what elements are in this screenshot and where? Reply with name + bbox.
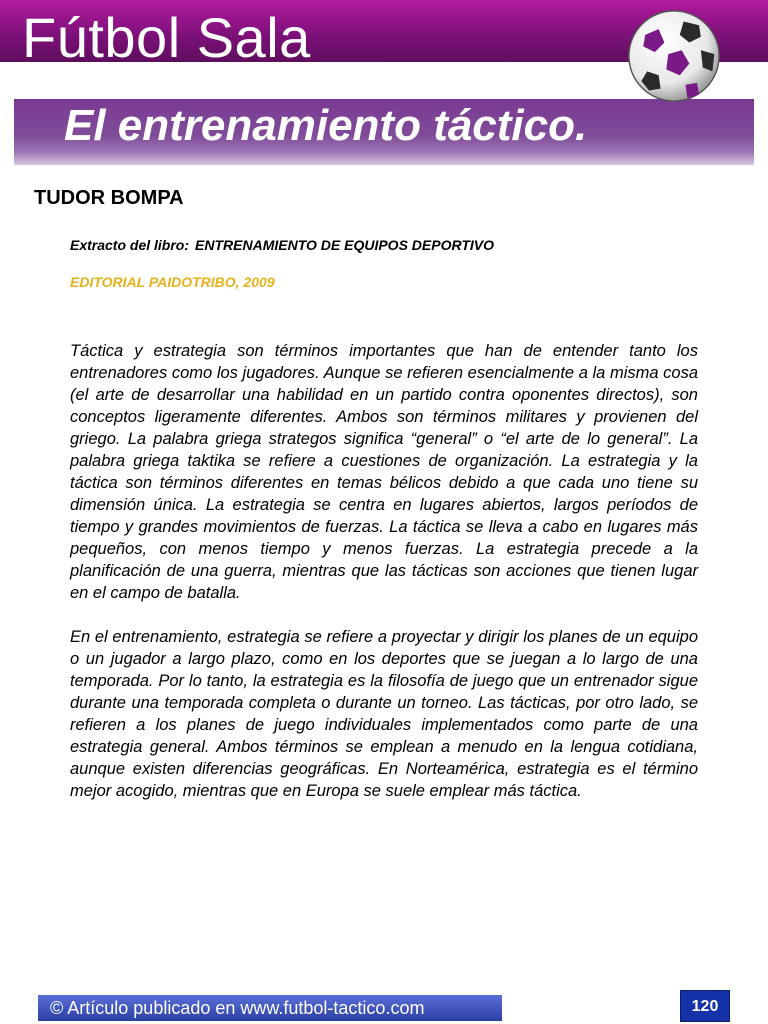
- title-bar: [14, 99, 754, 165]
- paragraph: Táctica y estrategia son términos importantes que han de entender tanto los entrenadores como los jugadores. Aunque se refieren esencialmente a la misma cosa (el arte de desarrollar una habilidad en un partido contra oponentes directos), son conceptos ligeramente diferentes. Ambos son términos militares y provienen del griego. La palabra griega strategos significa “general” o “el arte de lo general”. La palabra griega taktika se refiere a cuestiones de organización. La estrategia y la táctica son términos diferentes en temas bélicos debido a que cada uno tiene su dimensión única. La estrategia se centra en lugares abiertos, largos períodos de tiempo y grandes movimientos de fuerzas. La táctica se lleva a cabo en lugares más pequeños, con menos tiempo y menos fuerzas. La estrategia precede a la planificación de una guerra, mientras que las tácticas son acciones que tienen lugar en el campo de batalla.: [70, 342, 698, 602]
- paragraph: En el entrenamiento, estrategia se refiere a proyectar y dirigir los planes de un equipo o un jugador a largo plazo, como en los deportes que se juegan a lo largo de una temporada. Por lo tanto, la estrategia es la filosofía de juego que un entrenador sigue durante una temporada completa o durante un torneo. Las tácticas, por otro lado, se refieren a los planes de juego individuales implementados como parte de una estrategia general. Ambos términos se emplean a menudo en la lengua cotidiana, aunque existen diferencias geográficas. En Norteamérica, estrategia es el término mejor acogido, mientras que en Europa se suele emplear más táctica.: [70, 628, 698, 800]
- extract-label: Extracto del libro:: [70, 237, 190, 253]
- publisher: EDITORIAL PAIDOTRIBO, 2009: [70, 274, 275, 290]
- soccer-ball-icon: [626, 8, 722, 104]
- book-title: ENTRENAMIENTO DE EQUIPOS DEPORTIVO: [195, 237, 495, 253]
- page-number: 120: [680, 990, 730, 1022]
- extract-line: [70, 237, 494, 253]
- credit-site-link[interactable]: www.futbol-tactico.com: [240, 998, 425, 1018]
- credit-prefix: © Artículo publicado en: [50, 998, 241, 1018]
- brand-title: Fútbol Sala: [22, 8, 311, 63]
- page-title: El entrenamiento táctico.: [64, 101, 588, 150]
- author-name: TUDOR BOMPA: [34, 187, 184, 209]
- article-body: [70, 340, 698, 824]
- footer-credit: [38, 995, 502, 1021]
